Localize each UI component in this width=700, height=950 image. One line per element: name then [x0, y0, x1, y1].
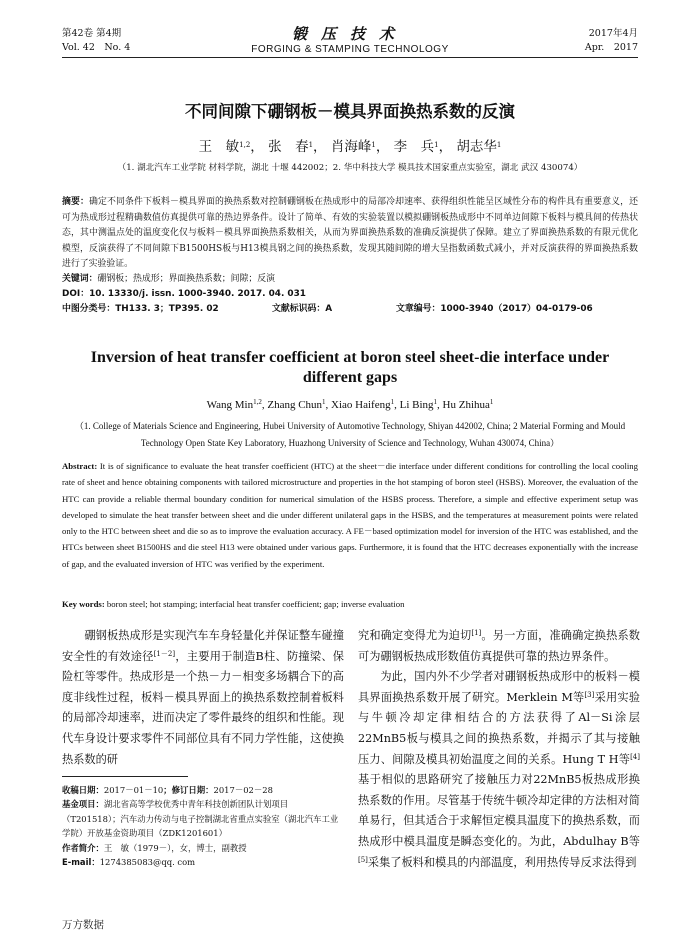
citation-ref[interactable]: [1] [471, 629, 482, 637]
author-affil-mark: 1,2 [253, 398, 262, 406]
classification-line [62, 302, 638, 318]
footnote-author [62, 841, 344, 855]
body-text: 采集了板料和模具的内部温度，利用热传导反求法得到 [367, 855, 637, 869]
author-affil-mark: 1 [371, 141, 376, 149]
author-affil-mark: 1 [433, 398, 438, 406]
article-no-label: 文章编号： [396, 304, 441, 314]
author-name: 王 敏 [198, 139, 240, 155]
article-no-value: 1000-3940（2017）04-0179-06 [440, 304, 593, 314]
keywords-cn [62, 272, 638, 288]
abstract-text-cn: 确定不同条件下板料－模具界面的换热系数对控制硼钢板在热成形中的局部冷却速率、获得组织性能呈区域性分布的构件具有重要意义，还可为热成形过程精确数值仿真提供可靠的热边界条件。设计了简单、有效的实验装置以模拟硼钢板热成形中不同单边间隙下板料与模具间的传热状态，其中测温点处的温度变化仅与板料－模具界面换热系数相关，从而为界面换热系数的准确反演提供了保障。建立了界面换热系数的有限元优化模型，反演获得了不同间隙下B1500HS板与H13模具钢之间的换热系数，发现其随间隙的增大呈指数函数式减小，并对反演获得的界面换热系数进行了实验验证。 [62, 197, 639, 270]
source-watermark: 万方数据 [62, 919, 104, 931]
body-text: 采用实验与牛顿冷却定律相结合的方法获得了Al－Si涂层22MnB5板与模具之间的换热系数，并揭示了其与接触压力、间隙及模具初始温度之间的关系。Hung T H等 [358, 690, 640, 766]
author-name: 肖海峰 [330, 139, 372, 155]
body-paragraph [358, 626, 640, 667]
author-name-en: Wang Min [206, 399, 254, 411]
author-name: 张 春 [268, 139, 309, 155]
paper-title-cn: 不同间隙下硼钢板－模具界面换热系数的反演 [185, 102, 515, 121]
footnote-divider [62, 776, 188, 777]
body-text: 。另一方面，准确确定换热系数可为硼钢板热成形数值仿真提供可靠的热边界条件。 [358, 629, 640, 663]
author-name-en: Zhang Chun [267, 399, 323, 411]
abstract-label-cn: 摘要： [62, 197, 90, 207]
paper-title-en: Inversion of heat transfer coefficient at boron steel sheet-die interface under different gaps [90, 349, 610, 386]
footnote-fund [62, 797, 344, 840]
author-name: 李 兵 [393, 139, 435, 155]
keywords-label-cn: 关键词： [62, 274, 98, 284]
volume-cn: 第42卷 第4期 [62, 28, 122, 39]
author-affil-mark: 1 [434, 141, 439, 149]
citation-ref[interactable]: [1－2] [153, 649, 176, 658]
received-date: 2017－01－10 [103, 785, 164, 795]
date-en: Apr. 2017 [584, 42, 638, 53]
keywords-en [62, 596, 638, 612]
author-affil-mark: 1 [390, 398, 395, 406]
issue-date [585, 27, 638, 55]
received-label: 收稿日期： [62, 785, 104, 795]
doi-label: DOI： [62, 289, 90, 299]
author-name: 胡志华 [456, 139, 497, 155]
fund-label: 基金项目： [62, 799, 104, 810]
doc-code-label: 文献标识码： [272, 304, 326, 314]
body-paragraph [62, 626, 344, 770]
footnote-email [62, 855, 344, 869]
abstract-text-en: It is of significance to evaluate the heat transfer coefficient (HTC) at the sheet－die interface under different conditions for controlling the local cooling rate of sheet and hence obtaining components with tailored microstructure and properties in the hot stamping of boron steel (HSBS). Moreover, the evaluation of the HTC can provide a reliable thermal boundary condition for numerical simulation of the HSBS process. Therefore, a simple and effective experiment setup was developed to simulate the heat transfer between sheet and die under different unilateral gaps in the HSBS, and the temperatures at measurement points were related only to the HTC between sheet and die so as to improve the evaluation accuracy. A FE－based optimization model for inversion of the HTC was established, and the HTCs between sheet B1500HS and die steel H13 were obtained under various gaps. Furthermore, it is found that the HTC decreases exponentially with the increase of gap, and the evaluated inversion of HTC was verified by the experiment. [62, 461, 638, 569]
body-column-left [62, 626, 344, 770]
body-text: 基于相似的思路研究了接触压力对22MnB5板热成形换热系数的作用。尽管基于传统牛顿冷却定律的方法相对简单易行，但其适合于求解恒定模具温度下的换热系数，而热成形中模具温度是瞬态变化的。为此，Abdulhay B等 [358, 773, 640, 848]
author-list-cn: 王 敏$^{1,2}$， 张 春$^1$， 肖海峰$^1$， 李 兵$^1$， 胡志华$^1$ [198, 139, 502, 155]
author-affil-mark: 1 [496, 141, 502, 149]
keywords-text-en: boron steel; hot stamping; interfacial heat transfer coefficient; gap; inverse evaluation [106, 599, 405, 609]
email-link[interactable]: 1274385083@qq. com [99, 857, 196, 868]
affiliation-en: （1. College of Materials Science and Engineering, Hubei University of Automotive Technology, Shiyan 442002, China; 2 Material Forming and Mould Technology Open State Key Laboratory, Huazhong University of Science and Technology, Wuhan 430074, China） [74, 421, 626, 448]
affiliation-cn: （1. 湖北汽车工业学院 材料学院，湖北 十堰 442002；2. 华中科技大学 模具技术国家重点实验室，湖北 武汉 430074） [117, 163, 583, 173]
author-affil-mark: 1 [308, 141, 314, 149]
journal-name [62, 25, 638, 56]
date-cn: 2017年4月 [588, 28, 638, 39]
citation-ref[interactable]: [3] [584, 690, 595, 699]
body-text: 硼钢板热成形是实现汽车车身轻量化并保证整车碰撞安全性的有效途径 [62, 629, 344, 663]
keywords-label-en: Key words: [62, 599, 105, 609]
citation-ref[interactable]: [5] [358, 855, 368, 864]
body-column-right [358, 626, 640, 873]
revised-date: 2017－02－28 [213, 785, 273, 795]
abstract-cn [62, 195, 638, 273]
author-name-en: Hu Zhihua [442, 399, 490, 411]
journal-name-en: FORGING & STAMPING TECHNOLOGY [251, 44, 449, 55]
doc-code-value: A [325, 304, 333, 314]
citation-ref[interactable]: [4] [630, 752, 640, 761]
abstract-label-en: Abstract: [62, 461, 98, 471]
author-affil-mark: 1 [489, 398, 494, 406]
body-text: ，主要用于制造B柱、防撞梁、保险杠等零件。热成形是一个热－力－相变多场耦合下的高度非线性过程，板料－模具界面上的换热系数控制着板料的局部冷却速率，进而决定了零件最终的组织和性能。现代车身设计要求零件不同部位具有不同力学性能，这使换热系数的研 [62, 649, 344, 766]
author-name-en: Li Bing [399, 399, 434, 411]
author-affil-mark: 1 [322, 398, 326, 406]
clc-value: TH133. 3；TP395. 02 [115, 304, 219, 314]
author-affil-mark: 1,2 [239, 141, 251, 149]
clc-label: 中图分类号： [62, 304, 116, 314]
header-divider [62, 57, 638, 58]
keywords-text-cn: 硼钢板；热成形；界面换热系数；间隙；反演 [97, 274, 275, 284]
author-list-en: Wang Min$^{1,2}$, Zhang Chun$^1$, Xiao Haifeng$^1$, Li Bing$^1$, Hu Zhihua$^1$ [206, 398, 494, 411]
body-text: 究和确定变得尤为迫切 [358, 629, 472, 642]
author-bio-label: 作者简介： [62, 842, 104, 853]
fund-text: 湖北省高等学校优秀中青年科技创新团队计划项目（T201518）；汽车动力传动与电子控制湖北省重点实验室（湖北汽车工业学院）开放基金资助项目（ZDK1201601） [62, 799, 339, 839]
doi-value: 10. 13330/j. issn. 1000-3940. 2017. 04. 031 [89, 289, 306, 299]
footnote [62, 783, 344, 869]
revised-label: ；修订日期： [163, 785, 214, 795]
volume-en: Vol. 42 No. 4 [62, 42, 131, 53]
journal-name-cn: 锻压技术 [291, 25, 408, 43]
footnote-dates [62, 783, 344, 797]
body-text: 为此，国内外不少学者对硼钢板热成形中的板料－模具界面换热系数开展了研究。Merklein M等 [358, 670, 640, 704]
author-name-en: Xiao Haifeng [331, 399, 391, 411]
abstract-en [62, 458, 638, 572]
email-label: E-mail： [62, 857, 100, 868]
doi [62, 287, 638, 303]
author-bio: 王 敏（1979－），女，博士，副教授 [103, 842, 247, 853]
body-paragraph [358, 667, 640, 873]
running-header [62, 27, 638, 57]
